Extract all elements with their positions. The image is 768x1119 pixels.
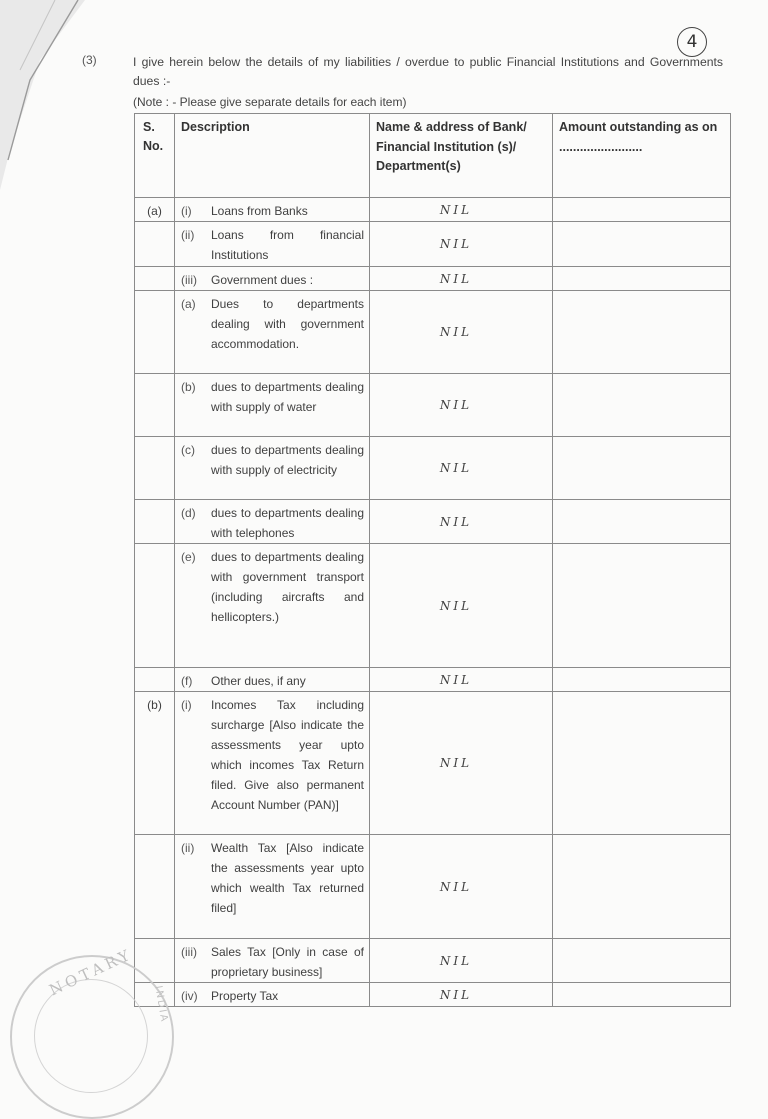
item-marker: (i): [181, 204, 192, 218]
table-row: [135, 500, 731, 544]
handwritten-value: NIL: [370, 500, 553, 544]
section-label: (a): [135, 198, 175, 222]
item-description: Property Tax: [211, 989, 279, 1003]
header-sno: S. No.: [135, 114, 175, 198]
item-marker: (iii): [181, 945, 197, 959]
table-row: [135, 291, 731, 374]
item-description: Wealth Tax [Also indicate the assessments year upto which wealth Tax returned filed]: [211, 841, 364, 915]
item-description: Loans from Banks: [211, 204, 308, 218]
item-description: dues to departments dealing with telephones: [211, 506, 364, 540]
table-row: [135, 437, 731, 500]
item-marker: (f): [181, 674, 193, 688]
handwritten-value: NIL: [370, 198, 553, 222]
table-row: [135, 939, 731, 983]
notary-stamp: [10, 944, 174, 1119]
handwritten-value: NIL: [370, 544, 553, 668]
item-marker: (d): [181, 506, 196, 520]
table-row: [135, 668, 731, 692]
item-marker: (e): [181, 550, 196, 564]
item-description: Other dues, if any: [211, 674, 306, 688]
liabilities-table: [134, 113, 731, 1007]
handwritten-value: NIL: [370, 291, 553, 374]
amount-cell: [553, 437, 731, 500]
amount-cell: [553, 692, 731, 835]
item-description: Incomes Tax including surcharge [Also indicate the assessments year upto which incomes Tax Return filed. Give also permanent Account Number (PAN)]: [211, 698, 364, 812]
item-marker: (ii): [181, 841, 195, 855]
section-label: [135, 222, 175, 267]
table-row: [135, 692, 731, 835]
table-row: [135, 267, 731, 291]
header-description: Description: [175, 114, 370, 198]
section-label: [135, 267, 175, 291]
table-row: [135, 544, 731, 668]
item-marker: (i): [181, 698, 192, 712]
amount-cell: [553, 374, 731, 437]
item-number: (3): [82, 53, 97, 67]
table-row: [135, 222, 731, 267]
stamp-country: INDIA: [152, 984, 170, 1025]
item-description: Dues to departments dealing with government accommodation.: [211, 297, 364, 351]
table-header-row: [135, 114, 731, 198]
table-row: [135, 835, 731, 939]
item-marker: (b): [181, 380, 196, 394]
item-marker: (ii): [181, 228, 195, 242]
item-description: Government dues :: [211, 273, 314, 287]
handwritten-value: NIL: [370, 692, 553, 835]
section-label: [135, 500, 175, 544]
handwritten-value: NIL: [370, 222, 553, 267]
amount-cell: [553, 291, 731, 374]
item-marker: (c): [181, 443, 195, 457]
section-label: [135, 835, 175, 939]
amount-cell: [553, 222, 731, 267]
item-marker: (iv): [181, 989, 198, 1003]
note-text: (Note : - Please give separate details for each item): [133, 95, 407, 109]
item-description: Sales Tax [Only in case of proprietary business]: [211, 945, 364, 979]
section-label: [135, 668, 175, 692]
header-amount: Amount outstanding as on ........................: [553, 114, 731, 198]
table-row: [135, 198, 731, 222]
amount-cell: [553, 835, 731, 939]
handwritten-value: NIL: [370, 939, 553, 983]
section-label: (b): [135, 692, 175, 835]
handwritten-value: NIL: [370, 668, 553, 692]
item-description: dues to departments dealing with supply of electricity: [211, 443, 364, 477]
section-label: [135, 374, 175, 437]
handwritten-value: NIL: [370, 835, 553, 939]
amount-cell: [553, 198, 731, 222]
section-label: [135, 291, 175, 374]
amount-cell: [553, 267, 731, 291]
stamp-inner-ring: [34, 979, 148, 1093]
header-name-address: Name & address of Bank/ Financial Institution (s)/ Department(s): [370, 114, 553, 198]
handwritten-value: NIL: [370, 437, 553, 500]
item-description: dues to departments dealing with supply of water: [211, 380, 364, 414]
scan-edge-mark: [0, 0, 110, 190]
stamp-word: NOTARY: [46, 944, 136, 1000]
section-label: [135, 544, 175, 668]
item-description: Loans from financial Institutions: [211, 228, 364, 262]
section-label: [135, 437, 175, 500]
handwritten-value: NIL: [370, 983, 553, 1007]
amount-cell: [553, 500, 731, 544]
amount-cell: [553, 544, 731, 668]
table-row: [135, 374, 731, 437]
handwritten-value: NIL: [370, 374, 553, 437]
intro-text: I give herein below the details of my liabilities / overdue to public Financial Institutions and Governments dues :-: [133, 55, 723, 88]
item-description: dues to departments dealing with government transport (including aircrafts and hellicopters.): [211, 550, 364, 624]
item-marker: (a): [181, 297, 196, 311]
amount-cell: [553, 668, 731, 692]
amount-cell: [553, 939, 731, 983]
table-row: [135, 983, 731, 1007]
amount-cell: [553, 983, 731, 1007]
handwritten-value: NIL: [370, 267, 553, 291]
item-marker: (iii): [181, 273, 197, 287]
page-number: 4: [677, 27, 707, 57]
